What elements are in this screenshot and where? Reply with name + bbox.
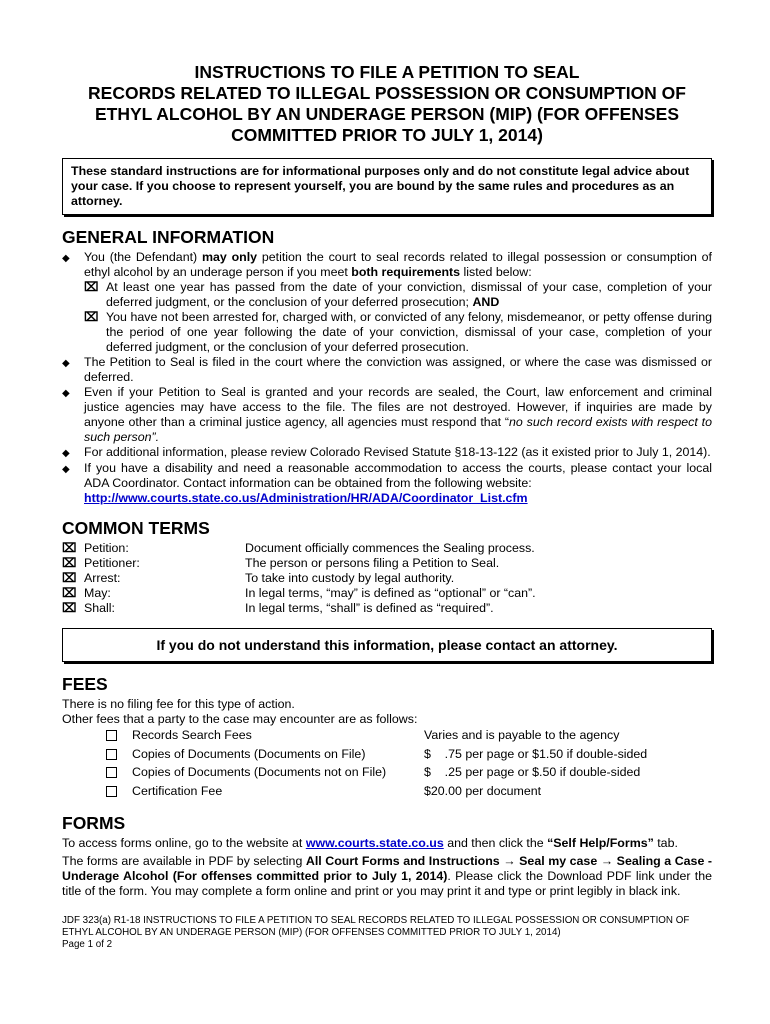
empty-checkbox-icon xyxy=(106,730,117,741)
general-bullet-1: ◆ You (the Defendant) may only petition the court to seal records related to illegal possession or consumption of ethyl alcohol by an underage person if you meet both requirements listed below: xyxy=(62,250,713,279)
fee-name: Records Search Fees xyxy=(132,728,252,742)
fee-amount: $20.00 per document xyxy=(424,783,542,798)
term-row xyxy=(62,571,712,586)
empty-checkbox-icon xyxy=(106,749,117,760)
empty-checkbox-icon xyxy=(106,786,117,797)
diamond-bullet-icon: ◆ xyxy=(62,388,70,399)
fee-name: Copies of Documents (Documents not on File) xyxy=(132,765,387,779)
checkbox-x-icon: ⌧ xyxy=(62,541,77,555)
ada-coordinator-link[interactable]: http://www.courts.state.co.us/Administration/HR/ADA/Coordinator_List.cfm xyxy=(84,491,528,505)
document-title xyxy=(62,62,712,146)
forms-paragraph-2: The forms are available in PDF by selecting All Court Forms and Instructions → Seal my case → Sealing a Case - Underage Alcohol (For offenses committed prior to July 1, 2014). Please click the Download PDF link under the title of the form. You may complete a form online and print or you may print it and type or print legibly in black ink. xyxy=(62,854,713,898)
term-row xyxy=(62,556,712,571)
term-name: Petitioner: xyxy=(84,556,140,570)
diamond-bullet-icon: ◆ xyxy=(62,448,70,459)
checkbox-x-icon: ⌧ xyxy=(62,571,77,585)
title-line-3: ETHYL ALCOHOL BY AN UNDERAGE PERSON (MIP) (FOR OFFENSES xyxy=(94,104,680,124)
general-bullet-4: ◆ For additional information, please review Colorado Revised Statute §18-13-122 (as it existed prior to July 1, 2014). xyxy=(62,445,711,459)
terms-list xyxy=(62,541,712,616)
fee-name: Certification Fee xyxy=(132,783,223,798)
fee-amount: $ .75 per page or $1.50 if double-sided xyxy=(424,746,648,761)
term-name: Shall: xyxy=(84,601,115,615)
page-number: Page 1 of 2 xyxy=(62,939,113,950)
courts-website-link[interactable]: www.courts.state.co.us xyxy=(305,836,444,850)
title-line-4: COMMITTED PRIOR TO JULY 1, 2014) xyxy=(231,125,543,145)
fees-line-1: There is no filing fee for this type of action. xyxy=(62,697,295,711)
term-row xyxy=(62,541,712,556)
fees-line-2: Other fees that a party to the case may encounter are as follows: xyxy=(62,712,418,726)
forms-paragraph-1: To access forms online, go to the website at www.courts.state.co.us and then click the “Self Help/Forms” tab. xyxy=(62,836,678,850)
title-line-2: RECORDS RELATED TO ILLEGAL POSSESSION OR CONSUMPTION OF xyxy=(88,83,686,103)
empty-checkbox-icon xyxy=(106,767,117,778)
checkbox-x-icon: ⌧ xyxy=(84,280,99,294)
fee-row xyxy=(106,783,712,802)
term-name: Petition: xyxy=(84,541,129,555)
disclaimer-box: These standard instructions are for informational purposes only and do not constitute legal advice about your case. If you choose to represent yourself, you are bound by the same rules and procedures as an attorney. xyxy=(62,158,712,215)
term-definition: To take into custody by legal authority. xyxy=(245,571,455,585)
general-bullet-2: ◆ The Petition to Seal is filed in the court where the conviction was assigned, or where the case was dismissed or deferred. xyxy=(62,355,712,384)
page-footer xyxy=(62,915,712,951)
fee-row xyxy=(106,764,712,783)
fees-heading: FEES xyxy=(62,674,108,694)
term-definition: In legal terms, “shall” is defined as “required”. xyxy=(245,601,494,615)
diamond-bullet-icon: ◆ xyxy=(62,358,70,369)
requirement-1: ⌧ At least one year has passed from the date of your conviction, dismissal of your case, completion of your deferred judgment, or the conclusion of your deferred prosecution; AND xyxy=(84,280,712,309)
document-page xyxy=(62,62,712,951)
forms-heading: FORMS xyxy=(62,813,126,833)
checkbox-x-icon: ⌧ xyxy=(62,556,77,570)
diamond-bullet-icon: ◆ xyxy=(62,253,70,264)
term-definition: Document officially commences the Sealing process. xyxy=(245,541,535,555)
attorney-notice-box: If you do not understand this information, please contact an attorney. xyxy=(62,628,712,662)
fee-row xyxy=(106,727,712,746)
fee-name: Copies of Documents (Documents on File) xyxy=(132,746,366,761)
term-definition: The person or persons filing a Petition to Seal. xyxy=(245,556,500,570)
common-terms-heading: COMMON TERMS xyxy=(62,518,210,538)
checkbox-x-icon: ⌧ xyxy=(84,310,99,324)
diamond-bullet-icon: ◆ xyxy=(62,464,70,475)
title-line-1: INSTRUCTIONS TO FILE A PETITION TO SEAL xyxy=(194,62,580,82)
term-name: May: xyxy=(84,586,111,600)
general-bullet-5: ◆ If you have a disability and need a reasonable accommodation to access the courts, please contact your local ADA Coordinator. Contact information can be obtained from the following website: http://www.courts.state.co.us/Administration/HR/ADA/Coordinator_List.cfm xyxy=(62,461,712,505)
checkbox-x-icon: ⌧ xyxy=(62,586,77,600)
requirement-2: ⌧ You have not been arrested for, charged with, or convicted of any felony, misdemeanor, or petty offense during the period of one year following the date of your conviction, dismissal of your case, completion of your deferred judgment, or the conclusion of your deferred prosecution. xyxy=(84,310,712,354)
general-bullet-3: ◆ Even if your Petition to Seal is granted and your records are sealed, the Court, law enforcement and criminal justice agencies may have access to the file. The files are not destroyed. However, if inquiries are made by anyone other than a criminal justice agency, all agencies must respond that “no such record exists with respect to such person”. xyxy=(62,385,712,444)
term-row xyxy=(62,586,712,601)
fee-amount: Varies and is payable to the agency xyxy=(424,728,620,742)
form-id-line: JDF 323(a) R1-18 INSTRUCTIONS TO FILE A PETITION TO SEAL RECORDS RELATED TO ILLEGAL POSSESSION OR CONSUMPTION OF ETHYL ALCOHOL BY AN UNDERAGE PERSON (MIP) (FOR OFFENSES COMMITTED PRIOR TO JULY 1, 2014) xyxy=(62,915,690,938)
fees-list xyxy=(62,727,712,801)
term-row xyxy=(62,601,712,616)
general-information-heading: GENERAL INFORMATION xyxy=(62,227,275,247)
term-name: Arrest: xyxy=(84,571,121,585)
fee-row xyxy=(106,746,712,765)
term-definition: In legal terms, “may” is defined as “optional” or “can”. xyxy=(245,586,536,600)
fee-amount: $ .25 per page or $.50 if double-sided xyxy=(424,765,641,779)
checkbox-x-icon: ⌧ xyxy=(62,601,77,615)
